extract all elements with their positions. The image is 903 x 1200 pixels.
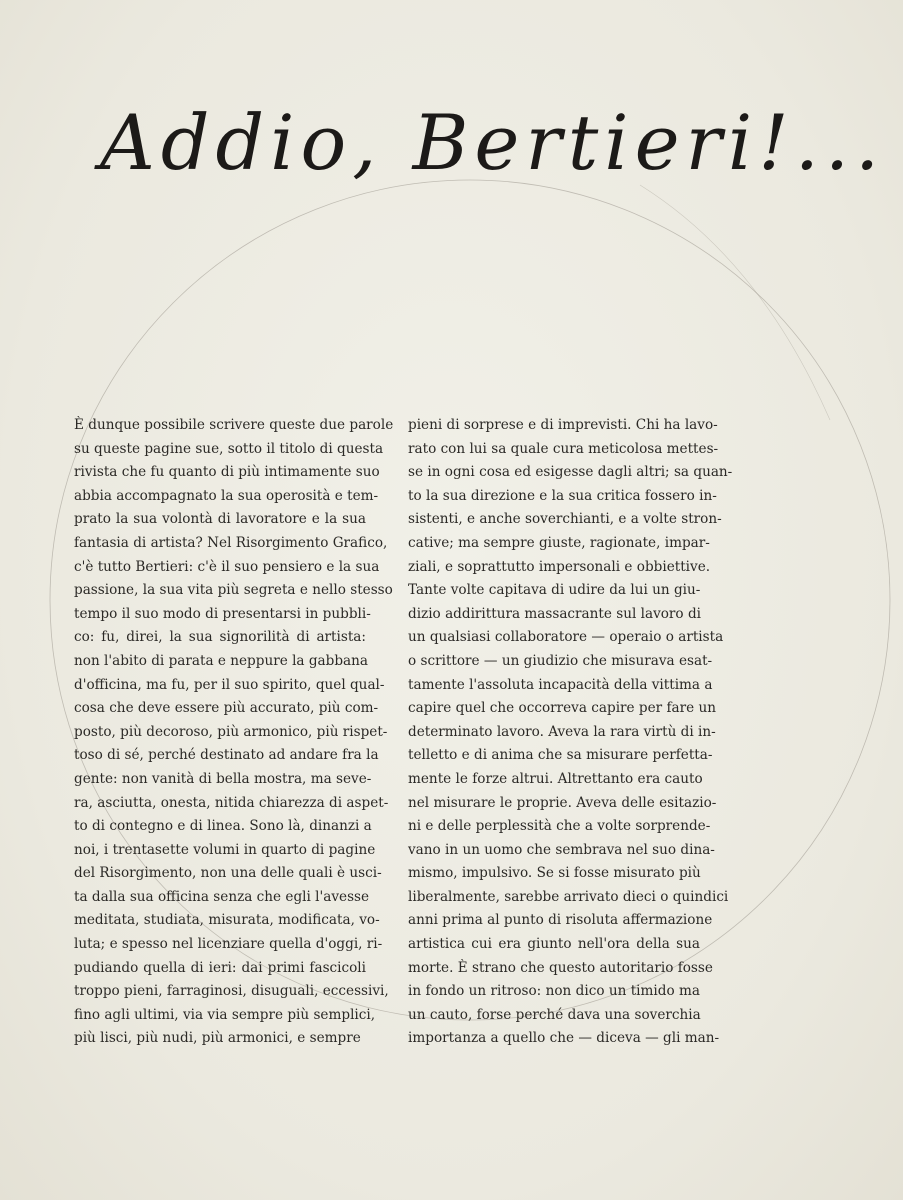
text-line: tamente l'assoluta incapacità della vittima a (408, 676, 713, 693)
text-line: luta; e spesso nel licenziare quella d'oggi, ri- (74, 936, 383, 953)
text-line: rivista che fu quanto di più intimamente suo (74, 464, 380, 481)
text-line: vano in un uomo che sembrava nel suo dina- (408, 841, 715, 858)
text-line: c'è tutto Bertieri: c'è il suo pensiero e la sua (74, 558, 380, 575)
text-line: È dunque possibile scrivere queste due parole (74, 417, 394, 433)
text-line: non l'abito di parata e neppure la gabbana (74, 652, 369, 669)
text-line: cosa che deve essere più accurato, più com- (74, 700, 379, 717)
text-line: pieni di sorprese e di imprevisti. Chi ha lavo- (408, 417, 718, 433)
text-line: prato la sua volontà di lavoratore e la sua (74, 511, 366, 528)
text-line: nel misurare le proprie. Aveva delle esitazio- (408, 794, 717, 811)
text-line: passione, la sua vita più segreta e nello stesso (74, 582, 393, 599)
text-line: rato con lui sa quale cura meticolosa mettes- (408, 440, 719, 457)
text-line: su queste pagine sue, sotto il titolo di questa (74, 440, 384, 457)
text-line: abbia accompagnato la sua operosità e tem- (74, 487, 379, 504)
text-line: mismo, impulsivo. Se si fosse misurato più (408, 865, 701, 882)
text-line: tempo il suo modo di presentarsi in pubbli- (74, 605, 371, 622)
text-line: co: fu, direi, la sua signorilità di artista: (74, 629, 366, 646)
text-line: noi, i trentasette volumi in quarto di pagine (74, 841, 376, 858)
text-line: to di contegno e di linea. Sono là, dinanzi a (74, 818, 372, 835)
text-line: importanza a quello che — diceva — gli man- (408, 1030, 720, 1047)
text-column-right (408, 414, 733, 1051)
text-line: dizio addirittura massacrante sul lavoro di (408, 605, 701, 622)
text-line: determinato lavoro. Aveva la rara virtù di in- (408, 723, 716, 740)
text-line: anni prima al punto di risoluta affermazione (408, 912, 713, 929)
text-line: telletto e di anima che sa misurare perfetta- (408, 747, 713, 764)
text-line: in fondo un ritroso: non dico un timido ma (408, 983, 700, 1000)
text-line: ni e delle perplessità che a volte sorprende- (408, 818, 711, 835)
text-line: Tante volte capitava di udire da lui un giu- (408, 582, 701, 599)
text-line: morte. È strano che questo autoritario fosse (408, 959, 713, 976)
text-line: cative; ma sempre giuste, ragionate, impar- (408, 534, 710, 551)
text-line: ziali, e soprattutto impersonali e obbiettive. (408, 558, 711, 575)
text-line: un qualsiasi collaboratore — operaio o artista (408, 629, 724, 646)
text-line: capire quel che occorreva capire per fare un (408, 700, 716, 717)
text-line: mente le forze altrui. Altrettanto era cauto (408, 770, 703, 787)
text-line: sistenti, e anche soverchianti, e a volte stron- (408, 511, 722, 528)
text-line: se in ogni cosa ed esigesse dagli altri; sa quan- (408, 464, 733, 481)
text-line: o scrittore — un giudizio che misurava esat- (408, 652, 713, 669)
text-line: toso di sé, perché destinato ad andare fra la (74, 747, 379, 764)
text-line: ta dalla sua officina senza che egli l'avesse (74, 888, 370, 905)
text-line: ra, asciutta, onesta, nitida chiarezza di aspet- (74, 794, 389, 811)
text-line: artistica cui era giunto nell'ora della sua (408, 936, 700, 953)
text-line: posto, più decoroso, più armonico, più rispet- (74, 723, 388, 740)
text-column-left (74, 414, 394, 1051)
text-line: più lisci, più nudi, più armonici, e sempre (74, 1030, 361, 1047)
text-line: un cauto, forse perché dava una soverchia (408, 1006, 701, 1023)
text-line: troppo pieni, farraginosi, disuguali, eccessivi, (74, 983, 389, 1000)
text-line: fantasia di artista? Nel Risorgimento Grafico, (74, 534, 388, 551)
text-line: del Risorgimento, non una delle quali è usci- (74, 865, 382, 882)
text-line: to la sua direzione e la sua critica fossero in- (408, 487, 717, 504)
page-title: Addio, Bertieri!... (100, 98, 886, 187)
text-line: meditata, studiata, misurata, modificata, vo- (74, 912, 380, 929)
text-line: d'officina, ma fu, per il suo spirito, quel qual- (74, 676, 385, 693)
text-line: liberalmente, sarebbe arrivato dieci o quindici (408, 888, 729, 905)
text-line: pudiando quella di ieri: dai primi fascicoli (74, 959, 366, 976)
text-line: fino agli ultimi, via via sempre più semplici, (74, 1006, 376, 1023)
text-line: gente: non vanità di bella mostra, ma seve- (74, 770, 372, 787)
